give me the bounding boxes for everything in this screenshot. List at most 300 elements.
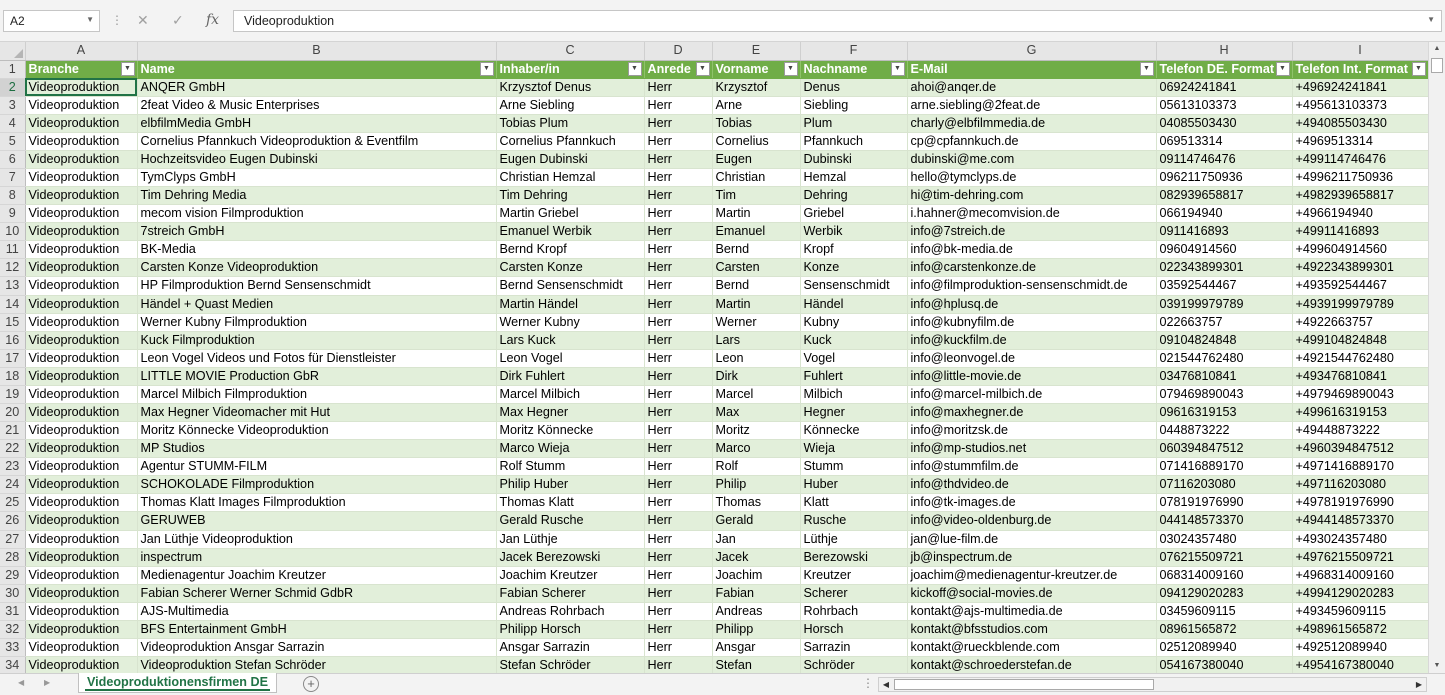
table-cell[interactable]: Videoproduktion bbox=[25, 205, 137, 223]
table-cell[interactable]: Max bbox=[712, 403, 800, 421]
table-cell[interactable]: Lüthje bbox=[800, 530, 907, 548]
table-cell[interactable]: +4966194940 bbox=[1292, 205, 1428, 223]
table-cell[interactable]: hi@tim-dehring.com bbox=[907, 187, 1156, 205]
table-cell[interactable]: Fabian bbox=[712, 584, 800, 602]
row-header[interactable]: 10 bbox=[0, 223, 25, 241]
table-cell[interactable]: Kubny bbox=[800, 313, 907, 331]
table-cell[interactable]: 082939658817 bbox=[1156, 187, 1292, 205]
header-cell[interactable] bbox=[496, 60, 644, 78]
table-cell[interactable]: +4954167380040 bbox=[1292, 657, 1428, 673]
header-cell[interactable] bbox=[1292, 60, 1428, 78]
table-cell[interactable]: Herr bbox=[644, 132, 712, 150]
table-cell[interactable]: Marco bbox=[712, 440, 800, 458]
table-cell[interactable]: 022663757 bbox=[1156, 313, 1292, 331]
table-cell[interactable]: Philip Huber bbox=[496, 476, 644, 494]
table-cell[interactable]: +493476810841 bbox=[1292, 367, 1428, 385]
table-cell[interactable]: Herr bbox=[644, 584, 712, 602]
filter-dropdown-icon[interactable]: ▼ bbox=[1140, 62, 1154, 76]
table-cell[interactable]: jb@inspectrum.de bbox=[907, 548, 1156, 566]
row-header[interactable]: 34 bbox=[0, 657, 25, 673]
column-header-a[interactable]: A bbox=[25, 42, 137, 60]
table-cell[interactable]: inspectrum bbox=[137, 548, 496, 566]
table-cell[interactable]: Kreutzer bbox=[800, 566, 907, 584]
scroll-left-icon[interactable]: ◀ bbox=[882, 680, 890, 689]
table-cell[interactable]: Andreas Rohrbach bbox=[496, 602, 644, 620]
table-cell[interactable]: Bernd Sensenschmidt bbox=[496, 277, 644, 295]
row-header[interactable]: 7 bbox=[0, 168, 25, 186]
table-cell[interactable]: Rolf Stumm bbox=[496, 458, 644, 476]
table-cell[interactable]: Videoproduktion bbox=[25, 259, 137, 277]
table-cell[interactable]: info@leonvogel.de bbox=[907, 349, 1156, 367]
table-cell[interactable]: Carsten bbox=[712, 259, 800, 277]
table-cell[interactable]: Herr bbox=[644, 331, 712, 349]
table-cell[interactable]: Videoproduktion Stefan Schröder bbox=[137, 657, 496, 673]
table-cell[interactable]: Cornelius Pfannkuch Videoproduktion & Eventfilm bbox=[137, 132, 496, 150]
table-cell[interactable]: Philipp bbox=[712, 620, 800, 638]
table-cell[interactable]: +499104824848 bbox=[1292, 331, 1428, 349]
table-cell[interactable]: info@tk-images.de bbox=[907, 494, 1156, 512]
table-cell[interactable]: Videoproduktion bbox=[25, 620, 137, 638]
table-cell[interactable]: Kuck bbox=[800, 331, 907, 349]
table-cell[interactable]: Krzysztof Denus bbox=[496, 78, 644, 96]
table-cell[interactable]: Tobias Plum bbox=[496, 114, 644, 132]
table-cell[interactable]: Videoproduktion bbox=[25, 168, 137, 186]
row-header[interactable]: 30 bbox=[0, 584, 25, 602]
filter-dropdown-icon[interactable]: ▼ bbox=[628, 62, 642, 76]
row-header[interactable]: 23 bbox=[0, 458, 25, 476]
table-cell[interactable]: Videoproduktion bbox=[25, 187, 137, 205]
table-cell[interactable]: kontakt@schroederstefan.de bbox=[907, 657, 1156, 673]
table-cell[interactable]: 06924241841 bbox=[1156, 78, 1292, 96]
table-cell[interactable]: Denus bbox=[800, 78, 907, 96]
table-cell[interactable]: info@carstenkonze.de bbox=[907, 259, 1156, 277]
table-cell[interactable]: Herr bbox=[644, 657, 712, 673]
chevron-down-icon[interactable]: ▼ bbox=[86, 15, 94, 24]
select-all-button[interactable] bbox=[0, 42, 25, 60]
tab-split-handle[interactable]: ⋮ bbox=[862, 676, 875, 690]
table-cell[interactable]: Horsch bbox=[800, 620, 907, 638]
horizontal-scroll-thumb[interactable] bbox=[894, 679, 1154, 690]
table-cell[interactable]: 054167380040 bbox=[1156, 657, 1292, 673]
table-cell[interactable]: Tim bbox=[712, 187, 800, 205]
table-cell[interactable]: Andreas bbox=[712, 602, 800, 620]
row-header[interactable]: 29 bbox=[0, 566, 25, 584]
table-cell[interactable]: Herr bbox=[644, 566, 712, 584]
table-cell[interactable]: +4978191976990 bbox=[1292, 494, 1428, 512]
table-cell[interactable]: Berezowski bbox=[800, 548, 907, 566]
table-cell[interactable]: Könnecke bbox=[800, 422, 907, 440]
table-cell[interactable]: Werner Kubny bbox=[496, 313, 644, 331]
table-cell[interactable]: Marco Wieja bbox=[496, 440, 644, 458]
row-header[interactable]: 25 bbox=[0, 494, 25, 512]
table-cell[interactable]: Wieja bbox=[800, 440, 907, 458]
table-cell[interactable]: Carsten Konze bbox=[496, 259, 644, 277]
table-cell[interactable]: Videoproduktion bbox=[25, 422, 137, 440]
table-cell[interactable]: Thomas Klatt bbox=[496, 494, 644, 512]
table-cell[interactable]: Herr bbox=[644, 476, 712, 494]
table-cell[interactable]: Tim Dehring Media bbox=[137, 187, 496, 205]
table-cell[interactable]: Herr bbox=[644, 78, 712, 96]
table-cell[interactable]: Herr bbox=[644, 639, 712, 657]
row-header[interactable]: 20 bbox=[0, 403, 25, 421]
table-cell[interactable]: Videoproduktion bbox=[25, 530, 137, 548]
table-cell[interactable]: 071416889170 bbox=[1156, 458, 1292, 476]
table-cell[interactable]: Werner bbox=[712, 313, 800, 331]
table-cell[interactable]: Herr bbox=[644, 205, 712, 223]
table-cell[interactable]: Videoproduktion bbox=[25, 566, 137, 584]
row-header[interactable]: 16 bbox=[0, 331, 25, 349]
table-cell[interactable]: Gerald bbox=[712, 512, 800, 530]
table-cell[interactable]: Hemzal bbox=[800, 168, 907, 186]
table-cell[interactable]: Philipp Horsch bbox=[496, 620, 644, 638]
table-cell[interactable]: 07116203080 bbox=[1156, 476, 1292, 494]
row-header[interactable]: 15 bbox=[0, 313, 25, 331]
table-cell[interactable]: +4971416889170 bbox=[1292, 458, 1428, 476]
table-cell[interactable]: Marcel bbox=[712, 385, 800, 403]
add-sheet-icon[interactable]: + bbox=[303, 676, 319, 692]
table-cell[interactable]: Kropf bbox=[800, 241, 907, 259]
table-cell[interactable]: Händel bbox=[800, 295, 907, 313]
header-cell[interactable] bbox=[800, 60, 907, 78]
table-cell[interactable]: Herr bbox=[644, 367, 712, 385]
table-cell[interactable]: Videoproduktion bbox=[25, 476, 137, 494]
table-cell[interactable]: Lars bbox=[712, 331, 800, 349]
table-cell[interactable]: Videoproduktion bbox=[25, 584, 137, 602]
table-cell[interactable]: Videoproduktion bbox=[25, 150, 137, 168]
table-cell[interactable]: Videoproduktion bbox=[25, 331, 137, 349]
table-cell[interactable]: Videoproduktion bbox=[25, 440, 137, 458]
table-cell[interactable]: Fabian Scherer Werner Schmid GdbR bbox=[137, 584, 496, 602]
table-cell[interactable]: Hochzeitsvideo Eugen Dubinski bbox=[137, 150, 496, 168]
row-header[interactable]: 21 bbox=[0, 422, 25, 440]
table-cell[interactable]: Tobias bbox=[712, 114, 800, 132]
table-cell[interactable]: Videoproduktion bbox=[25, 349, 137, 367]
table-cell[interactable]: Vogel bbox=[800, 349, 907, 367]
column-header-c[interactable]: C bbox=[496, 42, 644, 60]
table-cell[interactable]: +499604914560 bbox=[1292, 241, 1428, 259]
table-cell[interactable]: Leon Vogel bbox=[496, 349, 644, 367]
table-cell[interactable]: Cornelius bbox=[712, 132, 800, 150]
table-cell[interactable]: Joachim bbox=[712, 566, 800, 584]
filter-dropdown-icon[interactable]: ▼ bbox=[1412, 62, 1426, 76]
table-cell[interactable]: kickoff@social-movies.de bbox=[907, 584, 1156, 602]
table-cell[interactable]: +496924241841 bbox=[1292, 78, 1428, 96]
table-cell[interactable]: LITTLE MOVIE Production GbR bbox=[137, 367, 496, 385]
table-cell[interactable]: BFS Entertainment GmbH bbox=[137, 620, 496, 638]
table-cell[interactable]: Arne bbox=[712, 96, 800, 114]
row-header[interactable]: 2 bbox=[0, 78, 25, 96]
header-cell[interactable] bbox=[644, 60, 712, 78]
table-cell[interactable]: Philip bbox=[712, 476, 800, 494]
header-cell[interactable] bbox=[1156, 60, 1292, 78]
row-header[interactable]: 28 bbox=[0, 548, 25, 566]
filter-dropdown-icon[interactable]: ▼ bbox=[121, 62, 135, 76]
table-cell[interactable]: Stefan Schröder bbox=[496, 657, 644, 673]
table-cell[interactable]: info@little-movie.de bbox=[907, 367, 1156, 385]
row-header[interactable]: 22 bbox=[0, 440, 25, 458]
table-cell[interactable]: Videoproduktion bbox=[25, 458, 137, 476]
table-cell[interactable]: Herr bbox=[644, 168, 712, 186]
table-cell[interactable]: +493024357480 bbox=[1292, 530, 1428, 548]
row-header[interactable]: 24 bbox=[0, 476, 25, 494]
table-cell[interactable]: Emanuel bbox=[712, 223, 800, 241]
table-cell[interactable]: i.hahner@mecomvision.de bbox=[907, 205, 1156, 223]
table-cell[interactable]: Medienagentur Joachim Kreutzer bbox=[137, 566, 496, 584]
table-cell[interactable]: 08961565872 bbox=[1156, 620, 1292, 638]
table-cell[interactable]: Videoproduktion bbox=[25, 114, 137, 132]
row-header[interactable]: 27 bbox=[0, 530, 25, 548]
table-cell[interactable]: Agentur STUMM-FILM bbox=[137, 458, 496, 476]
table-cell[interactable]: Thomas bbox=[712, 494, 800, 512]
table-cell[interactable]: hello@tymclyps.de bbox=[907, 168, 1156, 186]
header-cell[interactable] bbox=[25, 60, 137, 78]
row-header[interactable]: 19 bbox=[0, 385, 25, 403]
table-cell[interactable]: 7streich GmbH bbox=[137, 223, 496, 241]
table-cell[interactable]: Herr bbox=[644, 403, 712, 421]
table-cell[interactable]: Jacek bbox=[712, 548, 800, 566]
table-cell[interactable]: +4939199979789 bbox=[1292, 295, 1428, 313]
table-cell[interactable]: Cornelius Pfannkuch bbox=[496, 132, 644, 150]
table-cell[interactable]: Martin bbox=[712, 205, 800, 223]
cancel-icon[interactable]: ✕ bbox=[137, 12, 149, 28]
table-cell[interactable]: TymClyps GmbH bbox=[137, 168, 496, 186]
table-cell[interactable]: Videoproduktion bbox=[25, 548, 137, 566]
table-cell[interactable]: Herr bbox=[644, 187, 712, 205]
table-cell[interactable]: Herr bbox=[644, 422, 712, 440]
table-cell[interactable]: Herr bbox=[644, 114, 712, 132]
table-cell[interactable]: Stumm bbox=[800, 458, 907, 476]
table-cell[interactable]: +4976215509721 bbox=[1292, 548, 1428, 566]
table-cell[interactable]: Leon bbox=[712, 349, 800, 367]
table-cell[interactable]: Moritz Könnecke bbox=[496, 422, 644, 440]
table-cell[interactable]: Stefan bbox=[712, 657, 800, 673]
table-cell[interactable]: Ansgar bbox=[712, 639, 800, 657]
table-cell[interactable]: HP Filmproduktion Bernd Sensenschmidt bbox=[137, 277, 496, 295]
table-cell[interactable]: Dirk bbox=[712, 367, 800, 385]
table-cell[interactable]: Videoproduktion bbox=[25, 96, 137, 114]
table-cell[interactable]: Gerald Rusche bbox=[496, 512, 644, 530]
table-cell[interactable]: Sensenschmidt bbox=[800, 277, 907, 295]
table-cell[interactable]: 094129020283 bbox=[1156, 584, 1292, 602]
table-cell[interactable]: info@bk-media.de bbox=[907, 241, 1156, 259]
table-cell[interactable]: Videoproduktion bbox=[25, 223, 137, 241]
table-cell[interactable]: info@kuckfilm.de bbox=[907, 331, 1156, 349]
row-header[interactable]: 5 bbox=[0, 132, 25, 150]
table-cell[interactable]: Scherer bbox=[800, 584, 907, 602]
table-cell[interactable]: info@moritzsk.de bbox=[907, 422, 1156, 440]
table-cell[interactable]: Tim Dehring bbox=[496, 187, 644, 205]
table-cell[interactable]: Videoproduktion bbox=[25, 367, 137, 385]
table-cell[interactable]: +4979469890043 bbox=[1292, 385, 1428, 403]
selected-cell[interactable]: Videoproduktion bbox=[25, 78, 137, 96]
table-cell[interactable]: Herr bbox=[644, 150, 712, 168]
table-cell[interactable]: Ansgar Sarrazin bbox=[496, 639, 644, 657]
table-cell[interactable]: Leon Vogel Videos und Fotos für Dienstleister bbox=[137, 349, 496, 367]
table-cell[interactable]: joachim@medienagentur-kreutzer.de bbox=[907, 566, 1156, 584]
table-cell[interactable]: Martin Griebel bbox=[496, 205, 644, 223]
table-cell[interactable]: +4982939658817 bbox=[1292, 187, 1428, 205]
column-header-h[interactable]: H bbox=[1156, 42, 1292, 60]
table-cell[interactable]: BK-Media bbox=[137, 241, 496, 259]
table-cell[interactable]: Sarrazin bbox=[800, 639, 907, 657]
table-cell[interactable]: Herr bbox=[644, 620, 712, 638]
table-cell[interactable]: Thomas Klatt Images Filmproduktion bbox=[137, 494, 496, 512]
table-cell[interactable]: Herr bbox=[644, 223, 712, 241]
table-cell[interactable]: Klatt bbox=[800, 494, 907, 512]
table-cell[interactable]: Rusche bbox=[800, 512, 907, 530]
table-cell[interactable]: 04085503430 bbox=[1156, 114, 1292, 132]
sheet-tab-active[interactable]: Videoproduktionensfirmen DE bbox=[78, 673, 277, 693]
table-cell[interactable]: Schröder bbox=[800, 657, 907, 673]
scroll-up-icon[interactable]: ▲ bbox=[1433, 45, 1441, 52]
table-cell[interactable]: Videoproduktion bbox=[25, 512, 137, 530]
table-cell[interactable]: mecom vision Filmproduktion bbox=[137, 205, 496, 223]
table-cell[interactable]: Bernd Kropf bbox=[496, 241, 644, 259]
table-cell[interactable]: Martin Händel bbox=[496, 295, 644, 313]
table-cell[interactable]: ahoi@anqer.de bbox=[907, 78, 1156, 96]
table-cell[interactable]: 076215509721 bbox=[1156, 548, 1292, 566]
name-box[interactable] bbox=[3, 10, 100, 32]
table-cell[interactable]: Werner Kubny Filmproduktion bbox=[137, 313, 496, 331]
table-cell[interactable]: 09616319153 bbox=[1156, 403, 1292, 421]
table-cell[interactable]: 0448873222 bbox=[1156, 422, 1292, 440]
table-cell[interactable]: dubinski@me.com bbox=[907, 150, 1156, 168]
table-cell[interactable]: 021544762480 bbox=[1156, 349, 1292, 367]
table-cell[interactable]: Videoproduktion bbox=[25, 602, 137, 620]
table-cell[interactable]: Herr bbox=[644, 385, 712, 403]
table-cell[interactable]: +492512089940 bbox=[1292, 639, 1428, 657]
table-cell[interactable]: Herr bbox=[644, 241, 712, 259]
table-cell[interactable]: Siebling bbox=[800, 96, 907, 114]
vertical-scrollbar[interactable] bbox=[1428, 42, 1445, 673]
tab-next-icon[interactable]: ▶ bbox=[44, 678, 51, 687]
table-cell[interactable]: 079469890043 bbox=[1156, 385, 1292, 403]
table-cell[interactable]: GERUWEB bbox=[137, 512, 496, 530]
expand-formula-icon[interactable]: ▼ bbox=[1427, 15, 1435, 24]
table-cell[interactable]: info@thdvideo.de bbox=[907, 476, 1156, 494]
table-cell[interactable]: Griebel bbox=[800, 205, 907, 223]
table-cell[interactable]: 03024357480 bbox=[1156, 530, 1292, 548]
table-cell[interactable]: Carsten Konze Videoproduktion bbox=[137, 259, 496, 277]
more-options-icon[interactable]: ⋮ bbox=[111, 13, 123, 27]
table-cell[interactable]: +4996211750936 bbox=[1292, 168, 1428, 186]
row-header[interactable]: 33 bbox=[0, 639, 25, 657]
table-cell[interactable]: Jan bbox=[712, 530, 800, 548]
table-cell[interactable]: 068314009160 bbox=[1156, 566, 1292, 584]
table-cell[interactable]: kontakt@ajs-multimedia.de bbox=[907, 602, 1156, 620]
column-header-f[interactable]: F bbox=[800, 42, 907, 60]
table-cell[interactable]: Rolf bbox=[712, 458, 800, 476]
column-header-b[interactable]: B bbox=[137, 42, 496, 60]
function-icon[interactable]: fx bbox=[206, 12, 220, 28]
row-header[interactable]: 1 bbox=[0, 60, 25, 78]
table-cell[interactable]: charly@elbfilmmedia.de bbox=[907, 114, 1156, 132]
table-cell[interactable]: Moritz Könnecke Videoproduktion bbox=[137, 422, 496, 440]
table-cell[interactable]: Dirk Fuhlert bbox=[496, 367, 644, 385]
row-header[interactable]: 11 bbox=[0, 241, 25, 259]
header-cell[interactable] bbox=[712, 60, 800, 78]
table-cell[interactable]: Jan Lüthje Videoproduktion bbox=[137, 530, 496, 548]
table-cell[interactable]: Videoproduktion bbox=[25, 403, 137, 421]
table-cell[interactable]: Pfannkuch bbox=[800, 132, 907, 150]
table-cell[interactable]: 09104824848 bbox=[1156, 331, 1292, 349]
table-cell[interactable]: Moritz bbox=[712, 422, 800, 440]
table-cell[interactable]: Herr bbox=[644, 313, 712, 331]
row-header[interactable]: 14 bbox=[0, 295, 25, 313]
table-cell[interactable]: Milbich bbox=[800, 385, 907, 403]
table-cell[interactable]: info@mp-studios.net bbox=[907, 440, 1156, 458]
confirm-icon[interactable]: ✓ bbox=[172, 12, 184, 28]
filter-dropdown-icon[interactable]: ▼ bbox=[696, 62, 710, 76]
table-cell[interactable]: Herr bbox=[644, 295, 712, 313]
row-header[interactable]: 6 bbox=[0, 150, 25, 168]
table-cell[interactable]: Kuck Filmproduktion bbox=[137, 331, 496, 349]
table-cell[interactable]: Videoproduktion bbox=[25, 277, 137, 295]
table-cell[interactable]: Max Hegner bbox=[496, 403, 644, 421]
table-cell[interactable]: info@filmproduktion-sensenschmidt.de bbox=[907, 277, 1156, 295]
table-cell[interactable]: Lars Kuck bbox=[496, 331, 644, 349]
filter-dropdown-icon[interactable]: ▼ bbox=[784, 62, 798, 76]
filter-dropdown-icon[interactable]: ▼ bbox=[1276, 62, 1290, 76]
row-header[interactable]: 13 bbox=[0, 277, 25, 295]
row-header[interactable]: 12 bbox=[0, 259, 25, 277]
table-cell[interactable]: Herr bbox=[644, 458, 712, 476]
table-cell[interactable]: +49448873222 bbox=[1292, 422, 1428, 440]
table-cell[interactable]: Fuhlert bbox=[800, 367, 907, 385]
table-cell[interactable]: Videoproduktion bbox=[25, 295, 137, 313]
table-cell[interactable]: Videoproduktion bbox=[25, 132, 137, 150]
table-cell[interactable]: +495613103373 bbox=[1292, 96, 1428, 114]
filter-dropdown-icon[interactable]: ▼ bbox=[891, 62, 905, 76]
table-cell[interactable]: 044148573370 bbox=[1156, 512, 1292, 530]
table-cell[interactable]: Dubinski bbox=[800, 150, 907, 168]
table-cell[interactable]: Videoproduktion bbox=[25, 313, 137, 331]
table-cell[interactable]: Videoproduktion bbox=[25, 657, 137, 673]
vertical-scroll-thumb[interactable] bbox=[1431, 58, 1443, 73]
table-cell[interactable]: 02512089940 bbox=[1156, 639, 1292, 657]
table-cell[interactable]: Herr bbox=[644, 349, 712, 367]
table-cell[interactable]: Marcel Milbich Filmproduktion bbox=[137, 385, 496, 403]
table-cell[interactable]: Jacek Berezowski bbox=[496, 548, 644, 566]
table-cell[interactable]: Videoproduktion bbox=[25, 494, 137, 512]
table-cell[interactable]: +4944148573370 bbox=[1292, 512, 1428, 530]
table-cell[interactable]: +4921544762480 bbox=[1292, 349, 1428, 367]
table-cell[interactable]: 069513314 bbox=[1156, 132, 1292, 150]
table-cell[interactable]: +494085503430 bbox=[1292, 114, 1428, 132]
table-cell[interactable]: 0911416893 bbox=[1156, 223, 1292, 241]
table-cell[interactable]: Händel + Quast Medien bbox=[137, 295, 496, 313]
table-cell[interactable]: +499616319153 bbox=[1292, 403, 1428, 421]
table-cell[interactable]: ANQER GmbH bbox=[137, 78, 496, 96]
table-cell[interactable]: 09114746476 bbox=[1156, 150, 1292, 168]
row-header[interactable]: 17 bbox=[0, 349, 25, 367]
table-cell[interactable]: Videoproduktion Ansgar Sarrazin bbox=[137, 639, 496, 657]
table-cell[interactable]: 03592544467 bbox=[1156, 277, 1292, 295]
table-cell[interactable]: Bernd bbox=[712, 277, 800, 295]
table-cell[interactable]: Eugen Dubinski bbox=[496, 150, 644, 168]
table-cell[interactable]: Eugen bbox=[712, 150, 800, 168]
table-cell[interactable]: info@video-oldenburg.de bbox=[907, 512, 1156, 530]
table-cell[interactable]: +4968314009160 bbox=[1292, 566, 1428, 584]
table-cell[interactable]: Joachim Kreutzer bbox=[496, 566, 644, 584]
table-cell[interactable]: +4969513314 bbox=[1292, 132, 1428, 150]
table-cell[interactable]: +4960394847512 bbox=[1292, 440, 1428, 458]
scroll-right-icon[interactable]: ▶ bbox=[1415, 680, 1423, 689]
scroll-down-icon[interactable]: ▼ bbox=[1433, 662, 1441, 669]
table-cell[interactable]: info@7streich.de bbox=[907, 223, 1156, 241]
table-cell[interactable]: info@stummfilm.de bbox=[907, 458, 1156, 476]
row-header[interactable]: 8 bbox=[0, 187, 25, 205]
